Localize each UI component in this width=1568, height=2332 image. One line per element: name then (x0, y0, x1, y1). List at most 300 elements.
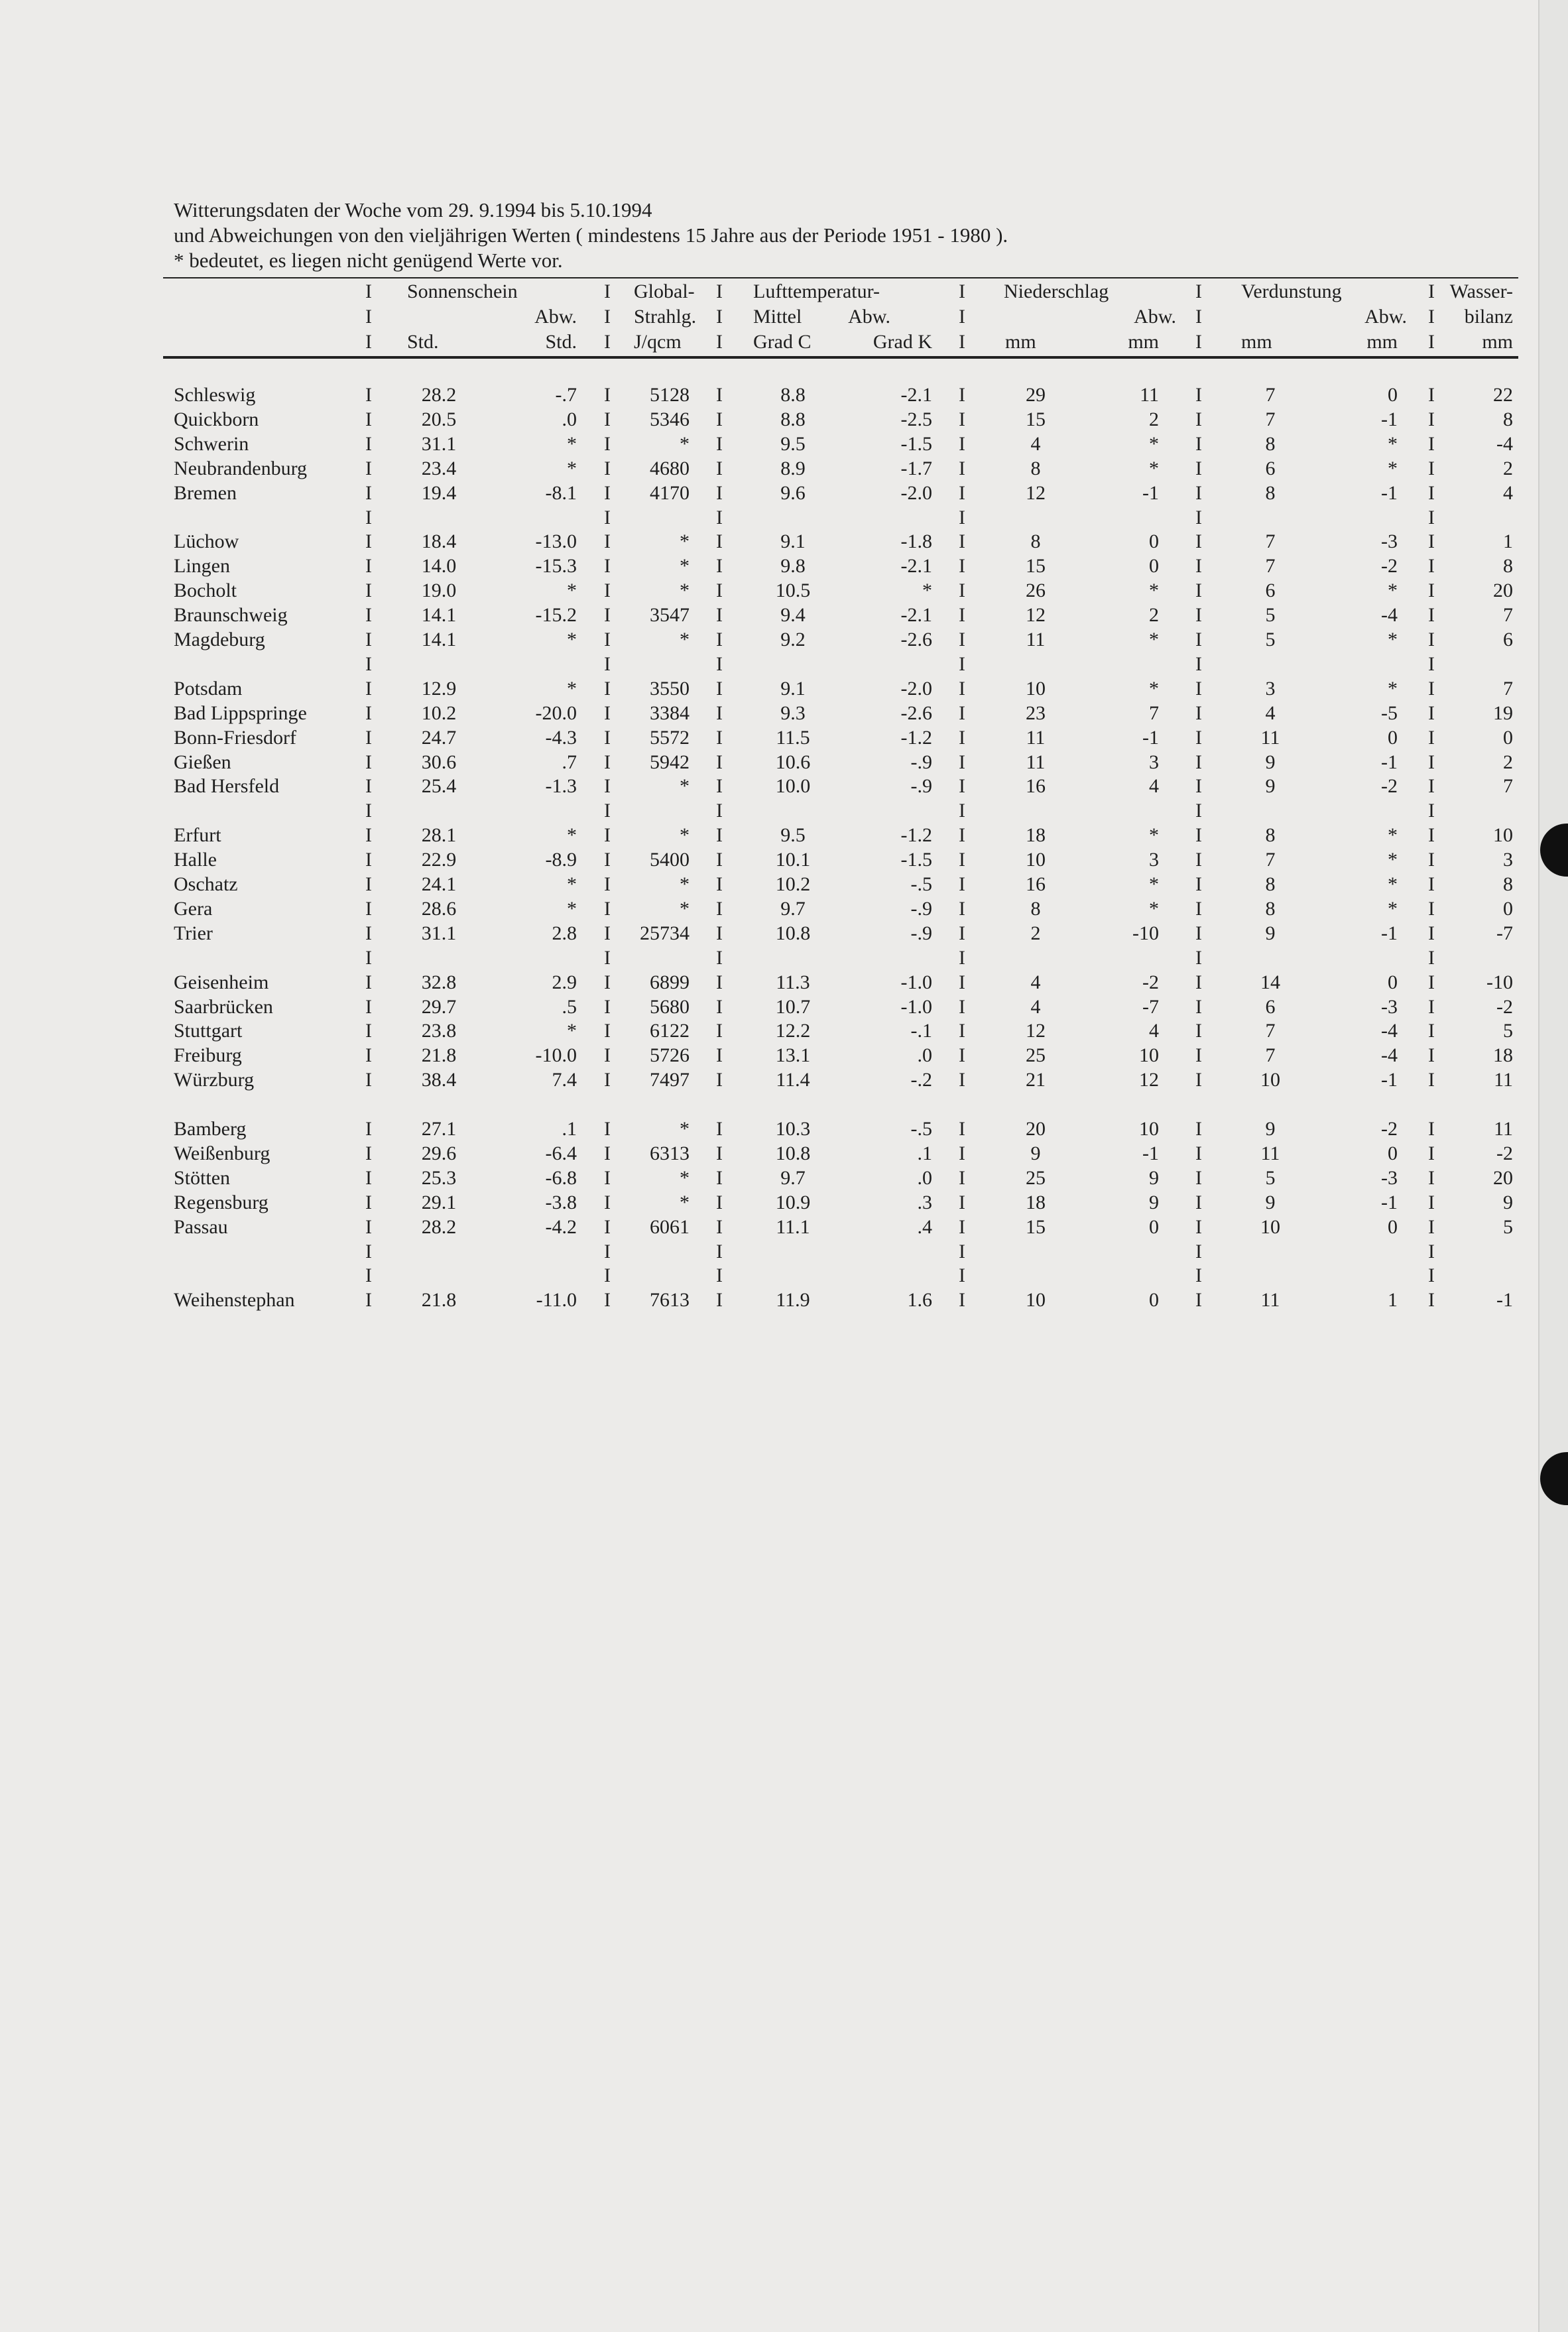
column-separator: I (365, 1289, 372, 1312)
evaporation: 6 (1265, 995, 1276, 1018)
column-separator: I (604, 849, 611, 871)
column-separator: I (1195, 384, 1202, 406)
water-balance: 0 (1503, 726, 1513, 749)
precipitation: 15 (1026, 1215, 1046, 1238)
sunshine-deviation: 7.4 (552, 1069, 577, 1091)
sunshine-hours: 31.1 (421, 432, 457, 455)
evaporation-deviation: -3 (1381, 1166, 1398, 1189)
sunshine-deviation: -13.0 (535, 530, 577, 553)
mean-temperature: 9.5 (780, 824, 806, 847)
header-nieder-mm: mm (1005, 331, 1036, 353)
header-grad-k: Grad K (873, 331, 932, 353)
column-separator: I (716, 384, 723, 406)
column-separator: I (716, 432, 723, 455)
sunshine-deviation: .0 (562, 408, 577, 430)
global-radiation: 3384 (650, 702, 690, 724)
global-radiation: 4680 (650, 457, 690, 479)
water-balance: 18 (1493, 1044, 1513, 1067)
sunshine-deviation: * (567, 1020, 577, 1042)
sunshine-hours: 24.7 (421, 726, 457, 749)
header-line-2: und Abweichungen von den vieljährigen Werten ( mindestens 15 Jahre aus der Periode 1951 - 1980 ). (174, 223, 1008, 247)
sunshine-deviation: * (567, 873, 577, 895)
column-separator: I (1428, 1166, 1435, 1189)
station-name: Gießen (174, 751, 231, 773)
column-separator: I (716, 824, 723, 847)
column-separator: I (1195, 306, 1202, 328)
column-separator: I (959, 873, 965, 895)
sunshine-hours: 19.4 (421, 481, 457, 504)
precipitation: 12 (1026, 604, 1046, 627)
precipitation-deviation: * (1149, 897, 1159, 920)
station-name: Passau (174, 1215, 228, 1238)
water-balance: -4 (1496, 432, 1513, 455)
precipitation-deviation: 0 (1149, 1215, 1159, 1238)
precipitation: 10 (1026, 677, 1046, 700)
column-separator: I (716, 555, 723, 578)
global-radiation: * (680, 530, 690, 553)
column-separator: I (365, 677, 372, 700)
water-balance: 8 (1503, 555, 1513, 578)
column-separator: I (1195, 946, 1202, 969)
temperature-deviation: -2.6 (900, 702, 932, 724)
precipitation: 18 (1026, 824, 1046, 847)
header-sonne-abw-std: Std. (545, 331, 577, 353)
sunshine-deviation: .7 (562, 751, 577, 773)
water-balance: 7 (1503, 775, 1513, 798)
precipitation-deviation: 10 (1139, 1044, 1159, 1067)
column-separator: I (959, 1191, 965, 1213)
evaporation: 9 (1265, 751, 1276, 773)
precipitation-deviation: 9 (1149, 1191, 1159, 1213)
column-separator: I (959, 280, 965, 302)
column-separator: I (959, 457, 965, 479)
column-separator: I (604, 800, 611, 822)
water-balance: 0 (1503, 897, 1513, 920)
sunshine-hours: 21.8 (421, 1044, 457, 1067)
global-radiation: * (680, 629, 690, 650)
column-separator: I (365, 751, 372, 773)
precipitation: 15 (1026, 555, 1046, 578)
precipitation-deviation: 3 (1149, 751, 1159, 773)
column-separator: I (604, 408, 611, 430)
table-header-rule (163, 356, 1518, 359)
mean-temperature: 11.1 (776, 1215, 810, 1238)
global-radiation: 5680 (650, 995, 690, 1018)
evaporation-deviation: 0 (1388, 384, 1398, 406)
evaporation-deviation: -4 (1381, 1020, 1398, 1042)
water-balance: 20 (1493, 1166, 1513, 1189)
header-verdunstung: Verdunstung (1241, 280, 1342, 302)
station-name: Geisenheim (174, 971, 269, 993)
column-separator: I (365, 306, 372, 328)
temperature-deviation: -.1 (910, 1020, 932, 1042)
header-nieder-abw: Abw. (1134, 306, 1176, 328)
station-name: Magdeburg (174, 629, 265, 650)
column-separator: I (365, 1166, 372, 1189)
column-separator: I (365, 384, 372, 406)
precipitation: 16 (1026, 775, 1046, 798)
global-radiation: 3550 (650, 677, 690, 700)
global-radiation: 4170 (650, 481, 690, 504)
evaporation: 9 (1265, 1118, 1276, 1140)
column-separator: I (365, 800, 372, 822)
column-separator: I (716, 751, 723, 773)
global-radiation: 7613 (650, 1289, 690, 1312)
global-radiation: * (680, 873, 690, 895)
column-separator: I (604, 1118, 611, 1140)
column-separator: I (716, 995, 723, 1018)
evaporation-deviation: * (1388, 873, 1398, 895)
header-line-1: Witterungsdaten der Woche vom 29. 9.1994 bis 5.10.1994 (174, 198, 652, 221)
precipitation: 29 (1026, 384, 1046, 406)
evaporation: 7 (1265, 555, 1276, 578)
sunshine-hours: 31.1 (421, 922, 457, 944)
column-separator: I (1195, 1069, 1202, 1091)
column-separator: I (1195, 580, 1202, 602)
temperature-deviation: -1.0 (900, 995, 932, 1018)
column-separator: I (604, 1142, 611, 1164)
column-separator: I (604, 457, 611, 479)
column-separator: I (1195, 1191, 1202, 1213)
temperature-deviation: -1.0 (900, 971, 932, 993)
sunshine-hours: 19.0 (421, 580, 457, 602)
global-radiation: 5128 (650, 384, 690, 406)
column-separator: I (1428, 946, 1435, 969)
column-separator: I (604, 530, 611, 553)
precipitation-deviation: * (1149, 629, 1159, 650)
column-separator: I (959, 1264, 965, 1287)
column-separator: I (365, 530, 372, 553)
column-separator: I (1428, 971, 1435, 993)
sunshine-deviation: -8.9 (545, 849, 577, 871)
evaporation-deviation: -2 (1381, 775, 1398, 798)
column-separator: I (716, 1264, 723, 1287)
precipitation: 23 (1026, 702, 1046, 724)
evaporation: 10 (1260, 1069, 1280, 1091)
sunshine-hours: 20.5 (421, 408, 457, 430)
column-separator: I (1428, 800, 1435, 822)
precipitation-deviation: * (1149, 457, 1159, 479)
header-grad-c: Grad C (753, 331, 812, 353)
evaporation-deviation: -4 (1381, 604, 1398, 627)
column-separator: I (716, 408, 723, 430)
column-separator: I (604, 1044, 611, 1067)
mean-temperature: 10.1 (775, 849, 811, 871)
water-balance: 7 (1503, 677, 1513, 700)
column-separator: I (959, 1069, 965, 1091)
evaporation: 6 (1265, 580, 1276, 602)
precipitation: 11 (1026, 751, 1046, 773)
sunshine-deviation: -1.3 (545, 775, 577, 798)
evaporation-deviation: * (1388, 824, 1398, 847)
mean-temperature: 11.5 (776, 726, 810, 749)
station-name: Quickborn (174, 408, 259, 430)
column-separator: I (1195, 800, 1202, 822)
station-name: Gera (174, 897, 213, 920)
evaporation-deviation: * (1388, 677, 1398, 700)
mean-temperature: 10.2 (775, 873, 811, 895)
evaporation-deviation: -1 (1381, 751, 1398, 773)
column-separator: I (959, 408, 965, 430)
column-separator: I (1195, 922, 1202, 944)
column-separator: I (1195, 677, 1202, 700)
column-separator: I (716, 726, 723, 749)
mean-temperature: 10.3 (775, 1118, 811, 1140)
evaporation: 7 (1265, 1020, 1276, 1042)
evaporation-deviation: -1 (1381, 408, 1398, 430)
sunshine-deviation: -4.3 (545, 726, 577, 749)
temperature-deviation: .4 (917, 1215, 932, 1238)
column-separator: I (604, 726, 611, 749)
temperature-deviation: -.9 (910, 751, 932, 773)
precipitation: 25 (1026, 1166, 1046, 1189)
water-balance: 5 (1503, 1215, 1513, 1238)
evaporation: 8 (1265, 824, 1276, 847)
column-separator: I (365, 1142, 372, 1164)
column-separator: I (959, 922, 965, 944)
column-separator: I (716, 1044, 723, 1067)
column-separator: I (604, 995, 611, 1018)
column-separator: I (1428, 457, 1435, 479)
evaporation: 9 (1265, 922, 1276, 944)
column-separator: I (959, 751, 965, 773)
global-radiation: * (680, 824, 690, 847)
column-separator: I (365, 726, 372, 749)
header-wasser: Wasser- (1449, 280, 1513, 302)
sunshine-deviation: -10.0 (535, 1044, 577, 1067)
precipitation: 11 (1026, 726, 1046, 749)
station-name: Freiburg (174, 1044, 242, 1067)
column-separator: I (1195, 481, 1202, 504)
column-separator: I (716, 702, 723, 724)
mean-temperature: 11.9 (776, 1289, 810, 1312)
column-separator: I (959, 432, 965, 455)
mean-temperature: 9.7 (780, 897, 806, 920)
mean-temperature: 10.6 (775, 751, 811, 773)
precipitation-deviation: 7 (1149, 702, 1159, 724)
temperature-deviation: 1.6 (907, 1289, 932, 1312)
evaporation-deviation: * (1388, 457, 1398, 479)
column-separator: I (1428, 1215, 1435, 1238)
evaporation: 7 (1265, 384, 1276, 406)
column-separator: I (1195, 530, 1202, 553)
header-nieder-abw-mm: mm (1128, 331, 1159, 353)
evaporation-deviation: 0 (1388, 971, 1398, 993)
column-separator: I (604, 580, 611, 602)
mean-temperature: 10.8 (775, 922, 811, 944)
column-separator: I (365, 824, 372, 847)
column-separator: I (959, 800, 965, 822)
evaporation: 5 (1265, 604, 1276, 627)
column-separator: I (1195, 995, 1202, 1018)
column-separator: I (959, 971, 965, 993)
sunshine-hours: 30.6 (421, 751, 457, 773)
precipitation: 9 (1030, 1142, 1041, 1164)
precipitation-deviation: * (1149, 873, 1159, 895)
precipitation-deviation: -1 (1142, 1142, 1159, 1164)
precipitation-deviation: 2 (1149, 604, 1159, 627)
column-separator: I (365, 580, 372, 602)
precipitation: 12 (1026, 481, 1046, 504)
global-radiation: * (680, 1118, 690, 1140)
sunshine-hours: 14.1 (421, 629, 457, 650)
column-separator: I (1195, 751, 1202, 773)
sunshine-hours: 27.1 (421, 1118, 457, 1140)
precipitation-deviation: * (1149, 824, 1159, 847)
temperature-deviation: -1.2 (900, 726, 932, 749)
global-radiation: * (680, 1166, 690, 1189)
column-separator: I (1428, 702, 1435, 724)
evaporation: 11 (1260, 1142, 1280, 1164)
precipitation: 25 (1026, 1044, 1046, 1067)
column-separator: I (959, 849, 965, 871)
header-mittel: Mittel (753, 306, 802, 328)
mean-temperature: 9.7 (780, 1166, 806, 1189)
water-balance: 1 (1503, 530, 1513, 553)
temperature-deviation: * (922, 580, 932, 602)
column-separator: I (959, 629, 965, 650)
mean-temperature: 9.4 (780, 604, 806, 627)
evaporation-deviation: -2 (1381, 1118, 1398, 1140)
evaporation: 14 (1260, 971, 1280, 993)
evaporation-deviation: -3 (1381, 995, 1398, 1018)
evaporation-deviation: -1 (1381, 1191, 1398, 1213)
temperature-deviation: .1 (917, 1142, 932, 1164)
column-separator: I (959, 1044, 965, 1067)
header-wasser-mm: mm (1482, 331, 1513, 353)
sunshine-hours: 10.2 (421, 702, 457, 724)
column-separator: I (365, 457, 372, 479)
water-balance: -7 (1496, 922, 1513, 944)
column-separator: I (1195, 1215, 1202, 1238)
column-separator: I (1195, 652, 1202, 675)
evaporation: 11 (1260, 1289, 1280, 1312)
water-balance: 3 (1503, 849, 1513, 871)
column-separator: I (365, 652, 372, 675)
column-separator: I (1428, 331, 1435, 353)
column-separator: I (716, 873, 723, 895)
sunshine-deviation: .1 (562, 1118, 577, 1140)
column-separator: I (1428, 1191, 1435, 1213)
evaporation-deviation: -1 (1381, 1069, 1398, 1091)
column-separator: I (1428, 1044, 1435, 1067)
column-separator: I (1195, 432, 1202, 455)
evaporation: 11 (1260, 726, 1280, 749)
column-separator: I (604, 506, 611, 528)
column-separator: I (716, 971, 723, 993)
column-separator: I (1428, 897, 1435, 920)
column-separator: I (959, 1020, 965, 1042)
column-separator: I (716, 280, 723, 302)
sunshine-hours: 24.1 (421, 873, 457, 895)
sunshine-hours: 29.1 (421, 1191, 457, 1213)
evaporation: 8 (1265, 897, 1276, 920)
sunshine-deviation: -3.8 (545, 1191, 577, 1213)
column-separator: I (604, 677, 611, 700)
column-separator: I (604, 1264, 611, 1287)
precipitation-deviation: 10 (1139, 1118, 1159, 1140)
precipitation: 10 (1026, 1289, 1046, 1312)
mean-temperature: 8.8 (780, 384, 806, 406)
column-separator: I (1428, 1289, 1435, 1312)
header-jqcm: J/qcm (634, 331, 682, 353)
column-separator: I (1195, 1044, 1202, 1067)
column-separator: I (604, 1166, 611, 1189)
column-separator: I (604, 1240, 611, 1262)
column-separator: I (365, 604, 372, 627)
precipitation-deviation: -1 (1142, 726, 1159, 749)
sunshine-hours: 29.7 (421, 995, 457, 1018)
global-radiation: * (680, 1191, 690, 1213)
evaporation: 7 (1265, 1044, 1276, 1067)
column-separator: I (959, 306, 965, 328)
column-separator: I (365, 506, 372, 528)
column-separator: I (1195, 1166, 1202, 1189)
column-separator: I (1428, 506, 1435, 528)
precipitation: 8 (1030, 457, 1041, 479)
water-balance: 8 (1503, 408, 1513, 430)
header-niederschlag: Niederschlag (1004, 280, 1109, 302)
column-separator: I (1428, 677, 1435, 700)
evaporation: 9 (1265, 1191, 1276, 1213)
temperature-deviation: -2.1 (900, 555, 932, 578)
precipitation: 21 (1026, 1069, 1046, 1091)
evaporation: 7 (1265, 530, 1276, 553)
evaporation-deviation: 0 (1388, 1142, 1398, 1164)
column-separator: I (1428, 1118, 1435, 1140)
global-radiation: 5572 (650, 726, 690, 749)
station-name: Bocholt (174, 580, 237, 602)
sunshine-hours: 21.8 (421, 1289, 457, 1312)
column-separator: I (959, 1289, 965, 1312)
station-name: Stötten (174, 1166, 231, 1189)
station-name: Lüchow (174, 530, 239, 553)
precipitation-deviation: * (1149, 580, 1159, 602)
column-separator: I (1428, 849, 1435, 871)
station-name: Weißenburg (174, 1142, 271, 1164)
header-sonne-abw: Abw. (534, 306, 577, 328)
precipitation-deviation: * (1149, 677, 1159, 700)
global-radiation: 6313 (650, 1142, 690, 1164)
evaporation-deviation: 0 (1388, 1215, 1398, 1238)
header-bilanz: bilanz (1464, 306, 1513, 328)
sunshine-deviation: -15.2 (535, 604, 577, 627)
column-separator: I (365, 481, 372, 504)
water-balance: 6 (1503, 629, 1513, 650)
evaporation: 8 (1265, 432, 1276, 455)
precipitation-deviation: 11 (1140, 384, 1159, 406)
column-separator: I (716, 775, 723, 798)
header-verd-abw-mm: mm (1366, 331, 1398, 353)
water-balance: 19 (1493, 702, 1513, 724)
column-separator: I (1195, 555, 1202, 578)
column-separator: I (604, 306, 611, 328)
column-separator: I (1195, 1118, 1202, 1140)
sunshine-deviation: * (567, 432, 577, 455)
water-balance: 2 (1503, 751, 1513, 773)
mean-temperature: 9.2 (780, 629, 806, 650)
precipitation: 4 (1030, 971, 1041, 993)
sunshine-hours: 38.4 (421, 1069, 457, 1091)
water-balance: 11 (1494, 1118, 1513, 1140)
water-balance: -2 (1496, 1142, 1513, 1164)
column-separator: I (1195, 408, 1202, 430)
column-separator: I (604, 629, 611, 650)
mean-temperature: 10.5 (775, 580, 811, 602)
sunshine-deviation: * (567, 629, 577, 650)
precipitation-deviation: -10 (1132, 922, 1159, 944)
column-separator: I (1195, 775, 1202, 798)
